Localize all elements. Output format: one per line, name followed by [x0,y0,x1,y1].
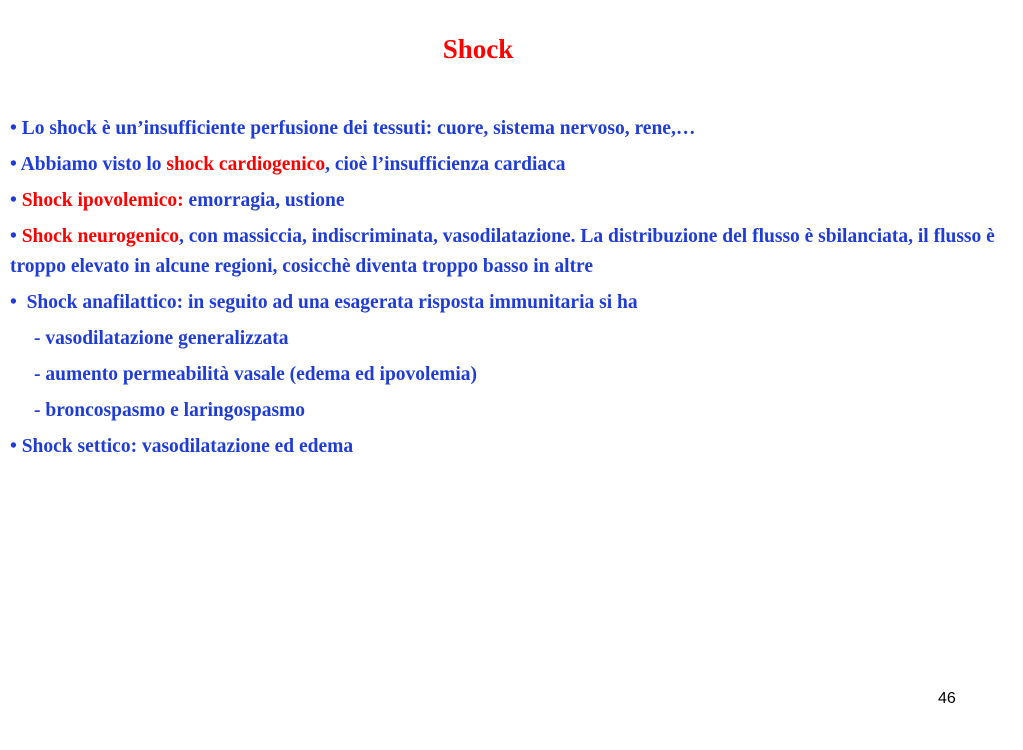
sub-item: - broncospasmo e laringospasmo [34,400,306,421]
bullet-marker: • [10,436,17,457]
bullet-text-post: , cioè l’insufficienza cardiaca [325,154,566,175]
bullet-highlight: shock cardiogenico [166,154,326,175]
bullet-list [10,114,1005,468]
bullet-item-septic [10,432,1005,462]
bullet-marker: • [10,226,17,247]
sub-item: - aumento permeabilità vasale (edema ed ipovolemia) [34,364,478,385]
bullet-text: Shock anafilattico: in seguito ad una esagerata risposta immunitaria si ha [26,292,638,313]
sub-item: - vasodilatazione generalizzata [34,328,289,349]
bullet-highlight: Shock neurogenico [21,226,179,247]
bullet-item-neurogenic [10,222,1005,282]
bullet-marker: • [10,118,17,139]
bullet-marker: • [10,190,17,211]
bullet-text-post: , con massiccia, indiscriminata, vasodilatazione. La distribuzione del flusso è sbilanciata, il flusso è troppo elevato in alcune regioni, cosicchè diventa troppo basso in altre [10,226,995,277]
bullet-marker: • [10,292,17,313]
bullet-item-cardiogenic [10,150,1005,180]
bullet-text-post: emorragia, ustione [183,190,345,211]
bullet-text: Shock settico: vasodilatazione ed edema [21,436,354,457]
bullet-marker: • [10,154,17,175]
page-number: 46 [938,690,956,707]
bullet-item-definition [10,114,1005,144]
bullet-text: Lo shock è un’insufficiente perfusione dei tessuti: cuore, sistema nervoso, rene,… [21,118,696,139]
bullet-highlight: Shock ipovolemico: [21,190,184,211]
bullet-item-hypovolemic [10,186,1005,216]
slide-title: Shock [442,34,514,64]
bullet-item-anaphylactic [10,288,1005,318]
bullet-text-pre: Abbiamo visto lo [20,154,167,175]
